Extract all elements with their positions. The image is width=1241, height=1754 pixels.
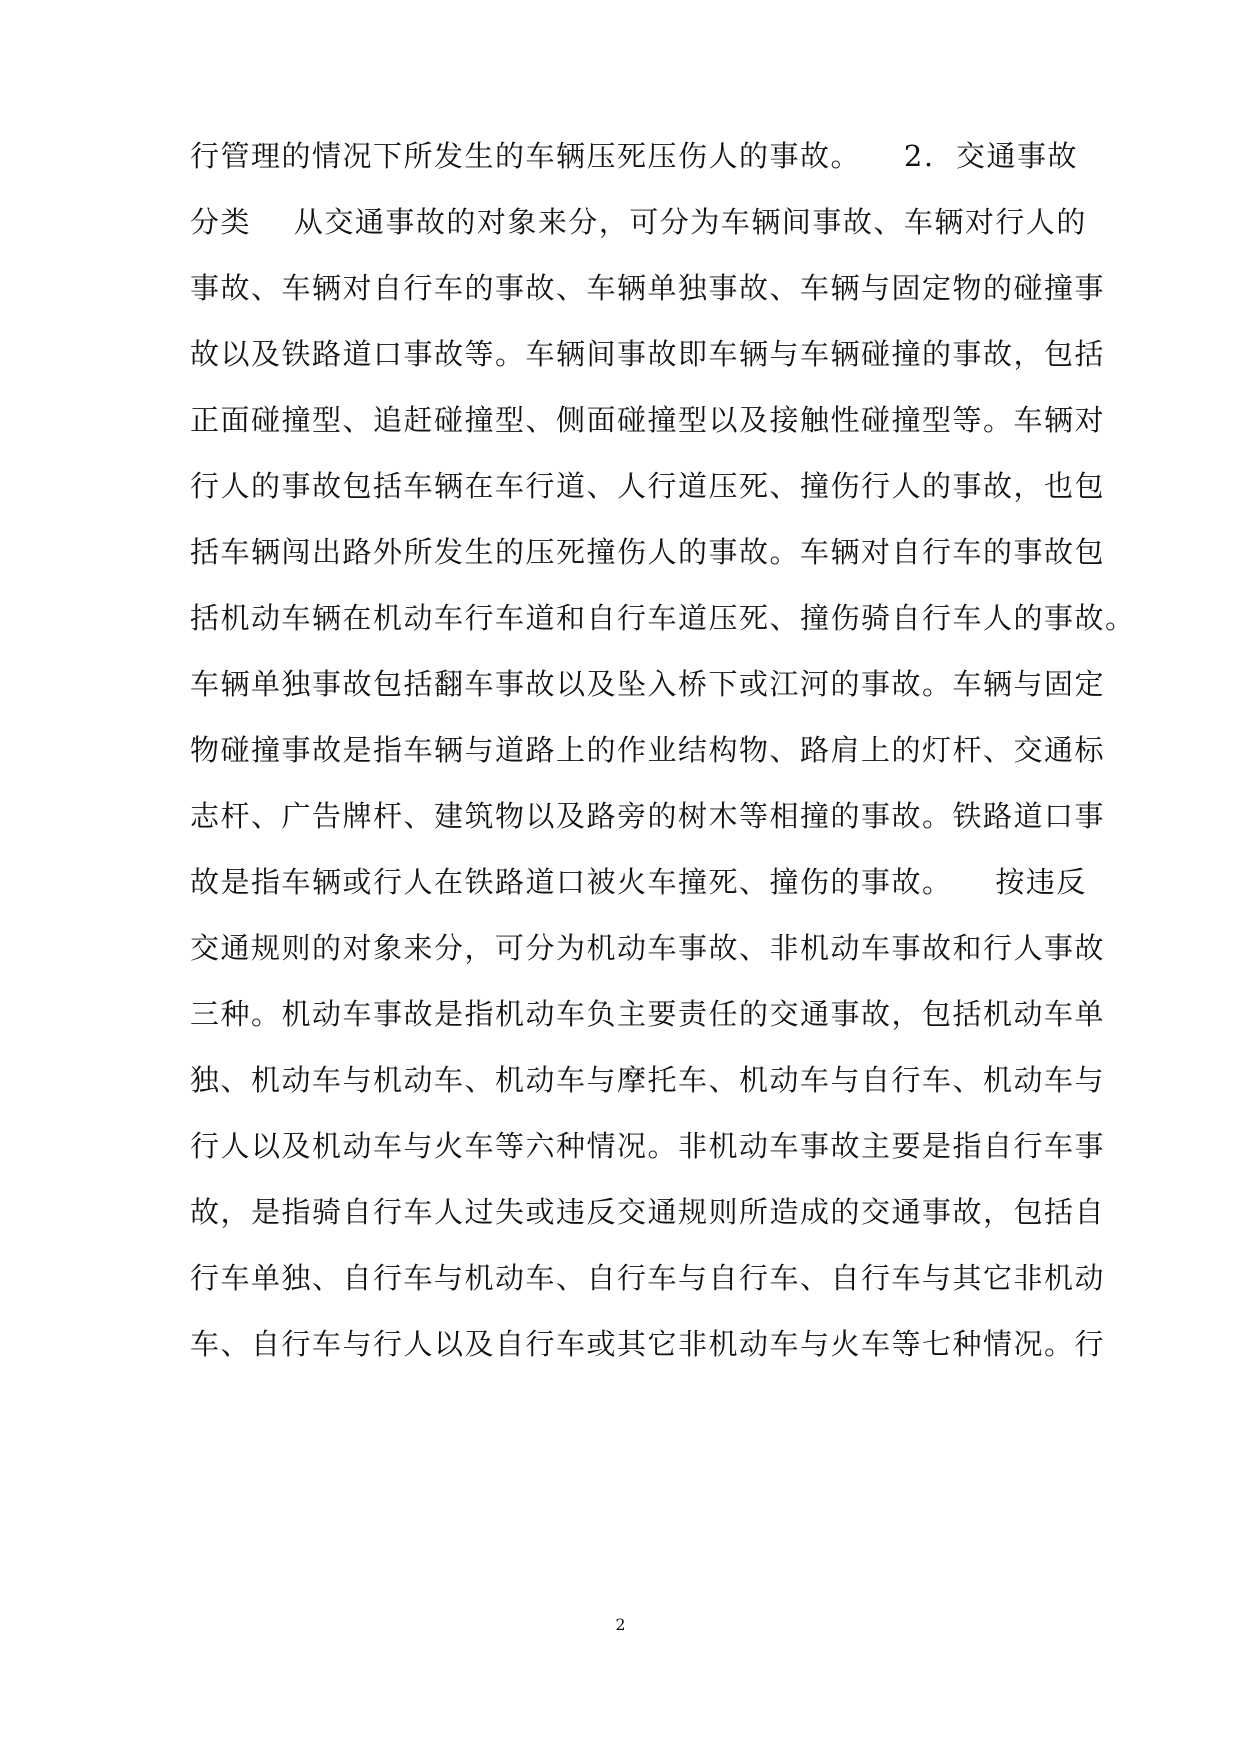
body-text-line: 车辆单独事故包括翻车事故以及坠入桥下或江河的事故。车辆与固定	[190, 667, 1106, 701]
body-text-line: 物碰撞事故是指车辆与道路上的作业结构物、路肩上的灯杆、交通标	[190, 733, 1106, 767]
body-text-line: 独、机动车与机动车、机动车与摩托车、机动车与自行车、机动车与	[190, 1063, 1106, 1097]
body-text-line: 括机动车辆在机动车行车道和自行车道压死、撞伤骑自行车人的事故。	[190, 601, 1136, 635]
body-text-line: 三种。机动车事故是指机动车负主要责任的交通事故，包括机动车单	[190, 997, 1106, 1031]
body-text-line: 行管理的情况下所发生的车辆压死压伤人的事故。 2. 交通事故	[190, 139, 1078, 173]
body-text-line: 正面碰撞型、追赶碰撞型、侧面碰撞型以及接触性碰撞型等。车辆对	[190, 403, 1106, 437]
body-text-line: 分类 从交通事故的对象来分，可分为车辆间事故、车辆对行人的	[190, 205, 1087, 239]
body-text-line: 行人的事故包括车辆在车行道、人行道压死、撞伤行人的事故，也包	[190, 469, 1106, 503]
body-text-line: 交通规则的对象来分，可分为机动车事故、非机动车事故和行人事故	[190, 931, 1106, 965]
body-text-line: 行人以及机动车与火车等六种情况。非机动车事故主要是指自行车事	[190, 1129, 1106, 1163]
body-text-line: 故是指车辆或行人在铁路道口被火车撞死、撞伤的事故。 按违反	[190, 865, 1087, 899]
body-text-line: 事故、车辆对自行车的事故、车辆单独事故、车辆与固定物的碰撞事	[190, 271, 1106, 305]
body-text-line: 志杆、广告牌杆、建筑物以及路旁的树木等相撞的事故。铁路道口事	[190, 799, 1106, 833]
body-text-line: 括车辆闯出路外所发生的压死撞伤人的事故。车辆对自行车的事故包	[190, 535, 1106, 569]
body-text-line: 故以及铁路道口事故等。车辆间事故即车辆与车辆碰撞的事故，包括	[190, 337, 1106, 371]
body-text-line: 故，是指骑自行车人过失或违反交通规则所造成的交通事故，包括自	[190, 1195, 1106, 1229]
page-number: 2	[615, 1615, 626, 1634]
body-text-line: 行车单独、自行车与机动车、自行车与自行车、自行车与其它非机动	[190, 1261, 1106, 1295]
body-text-line: 车、自行车与行人以及自行车或其它非机动车与火车等七种情况。行	[190, 1327, 1106, 1361]
